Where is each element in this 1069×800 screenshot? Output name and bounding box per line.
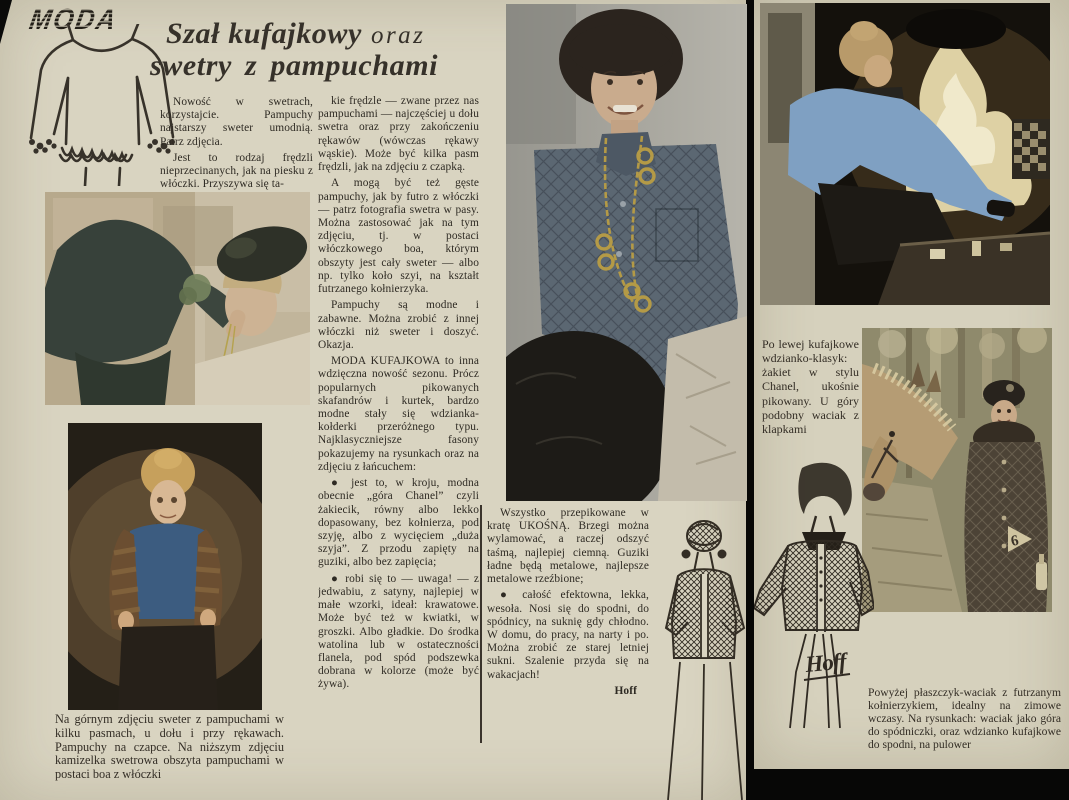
section-logo: MODA: [27, 2, 121, 36]
badge-number: 6: [1009, 532, 1021, 550]
paragraph: ● całość efektowna, lekka, wesoła. Nosi się do spodni, do spódnicy, na suknię gdy chłodno. W domu, do pracy, na narty i po. Można zrobić ze starej letniej sukni. Szalenie przyda się na wakacjach!: [487, 589, 649, 681]
paragraph: Nowość w swetrach, korzystajcie. Pampuchy najstarszy sweter umodnią. Patrz zdjęcia.: [160, 96, 313, 148]
chessboard: [1012, 119, 1050, 179]
paragraph: ● jest to, w kroju, modna obecnie „góra Chanel” czyli żakiecik, równy albo lekko dopasowany, bez kołnierza, pod szyję, albo z wycięciem „duża szyja”. Z przodu zapięty na guziki, albo bez zapięcia;: [318, 477, 479, 569]
right-page: [754, 0, 1069, 769]
hoff-sketch-signature: Hoff: [804, 648, 847, 677]
text-column-right: [487, 507, 649, 709]
bob-hair: [798, 463, 851, 516]
text-column-middle: [318, 95, 479, 745]
title-main-2: swetry z pampuchami: [150, 49, 439, 83]
photo-fireplace-blue-jacket: [760, 3, 1050, 305]
photo-horse-quilted-coat: [862, 328, 1052, 612]
fashion-sketch-skirt: [664, 510, 748, 800]
fashion-sketch-trousers: [754, 460, 874, 734]
paragraph: MODA KUFAJKOWA to inna wdzięczna nowość sezonu. Prócz popularnych pikowanych skafandrów i kurtek, bardzo modne stały się wdzianka-kołderki przeróżnego typu. Najklasyczniejsze fasony pokazujemy na rysunkach oraz na zdjęciu z łańcuchem:: [318, 355, 479, 473]
photo-woman-fur-vest: [68, 423, 262, 710]
author-signature: Hoff: [614, 684, 637, 697]
caption-right-top: Po lewej kufajkowe wdzianko-klasyk: żakiet w stylu Chanel, ukośnie pikowany. U góry podobny waciak z klapkami: [762, 337, 859, 436]
scan-corner-artifact: [0, 0, 12, 44]
smile: [613, 105, 637, 112]
text-column-left: [160, 96, 313, 193]
paragraph: Pampuchy są modne i zabawne. Można zrobić z innej włóczki niż sweter i doszyć. Okazja.: [318, 299, 479, 351]
face: [864, 55, 892, 87]
paragraph: Wszystko przepikowane w kratę UKOŚNĄ. Brzegi można wylamować, a raczej odszyć taśmą, najlepiej ciemną. Guziki ładne będą metalowe, najlepsze metalowe rzeźbione;: [487, 507, 649, 586]
title-conjunction: oraz: [370, 22, 426, 49]
paragraph: A mogą być też gęste pampuchy, jak by futro z włóczki — patrz fotografia swetra w pasy. Można zastosować jak na tym zdjęciu, tj. w postaci włóczkowego boa, którym obszyty jest cały sweter — albo np. tylko koło szyi, na kształt futrzanego kołnierzyka.: [318, 177, 479, 296]
paragraph: Jest to rodzaj frędzli nieprzecinanych, jak na piesku z włóczki. Przyszywa się ta-: [160, 151, 313, 191]
photo-quilted-jacket-chain: [506, 4, 747, 501]
paragraph: ● robi się to — uwaga! — z jedwabiu, z satyny, najlepiej w małe wzorki, ideał: krawatowe. Może być też w kwiatki, w groszki. Albo gładkie. Do środka watolina lub w ostateczności flanela, pod spód podszewka dobrana w kolorze (może być żywa).: [318, 572, 479, 691]
caption-left-photos: Na górnym zdjęciu sweter z pampuchami w kilku pasmach, u dołu i przy rękawach. Pampuchy na czapce. Na niższym zdjęciu kamizelka swetrowa obszyta pampuchami w postaci boa z włóczki: [55, 712, 284, 782]
column-divider-rule: [480, 505, 482, 743]
title-main-1: Szał kufajkowy: [166, 17, 362, 50]
article-title: [150, 18, 498, 83]
caption-right-bottom: Powyżej płaszczyk-waciak z futrzanym kołnierzykiem, idealny na zimowe wczasy. Na rysunkach: waciak jako góra do spódniczki, oraz wdzianko kufajkowe do spodni, na pulower: [868, 686, 1061, 751]
paragraph: kie frędzle — zwane przez nas pampuchami — najczęściej u dołu swetra oraz przy zakończeniu rękawów (wówczas rękawy wąskie). Może być kilka pasm frędzli, jak na zdjęciu z czapką.: [318, 95, 479, 174]
photo-woman-fur-cap: [45, 192, 310, 405]
